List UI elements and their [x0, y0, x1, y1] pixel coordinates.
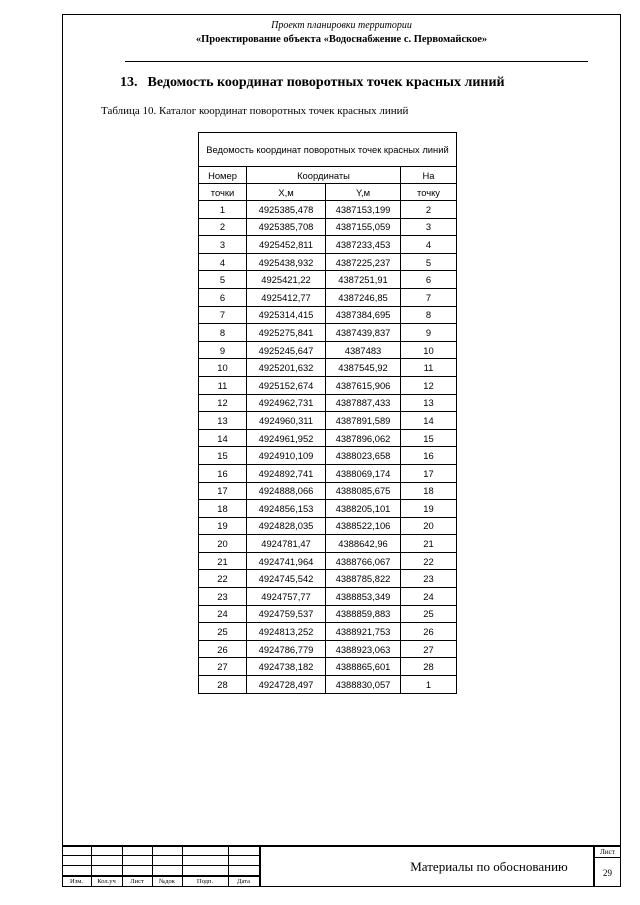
to-point: 17: [401, 464, 457, 482]
header-x: X,м: [247, 184, 326, 201]
table-row: [199, 623, 457, 641]
header-to-point-2: точку: [401, 184, 457, 201]
coord-y: 4388859,883: [326, 605, 401, 623]
table-row: [199, 447, 457, 465]
to-point: 7: [401, 288, 457, 306]
to-point: 10: [401, 341, 457, 359]
table-row: [199, 640, 457, 658]
point-number: 23: [199, 588, 247, 606]
coord-y: 4387155,059: [326, 218, 401, 236]
table-row: [199, 359, 457, 377]
coord-y: 4387439,837: [326, 324, 401, 342]
table-row: [199, 500, 457, 518]
coord-x: 4924741,964: [247, 552, 326, 570]
coord-x: 4924856,153: [247, 500, 326, 518]
to-point: 20: [401, 517, 457, 535]
section-title-text: Ведомость координат поворотных точек красных линий: [147, 75, 505, 90]
coord-x: 4924828,035: [247, 517, 326, 535]
point-number: 18: [199, 500, 247, 518]
point-number: 2: [199, 218, 247, 236]
coordinates-table: [198, 132, 457, 694]
to-point: 1: [401, 676, 457, 694]
project-line: Проект планировки территории: [271, 20, 412, 31]
point-number: 3: [199, 236, 247, 254]
coord-x: 4925275,841: [247, 324, 326, 342]
table-header-row: [199, 167, 457, 184]
col-podp: Подп.: [196, 878, 214, 885]
col-kol-uch: Кол.уч: [97, 878, 116, 885]
coord-y: 4387887,433: [326, 394, 401, 412]
table-row: [199, 253, 457, 271]
to-point: 18: [401, 482, 457, 500]
coord-y: 4388205,101: [326, 500, 401, 518]
table-row: [199, 588, 457, 606]
table-row: [199, 412, 457, 430]
coord-y: 4387896,062: [326, 429, 401, 447]
col-ndok: №док: [159, 878, 175, 885]
coord-y: 4388085,675: [326, 482, 401, 500]
point-number: 14: [199, 429, 247, 447]
table-row: [199, 570, 457, 588]
document-name: Материалы по обоснованию: [410, 859, 568, 874]
coord-x: 4925412,77: [247, 288, 326, 306]
to-point: 28: [401, 658, 457, 676]
point-number: 25: [199, 623, 247, 641]
coord-x: 4925314,415: [247, 306, 326, 324]
point-number: 11: [199, 376, 247, 394]
sheet-label: Лист: [600, 848, 615, 856]
to-point: 5: [401, 253, 457, 271]
table-subheader-row: [199, 184, 457, 201]
point-number: 1: [199, 201, 247, 219]
object-line: «Проектирование объекта «Водоснабжение с. Первомайское»: [195, 34, 488, 45]
to-point: 22: [401, 552, 457, 570]
coord-x: 4924757,77: [247, 588, 326, 606]
to-point: 13: [401, 394, 457, 412]
coord-y: 4387483: [326, 341, 401, 359]
point-number: 22: [199, 570, 247, 588]
table-row: [199, 306, 457, 324]
coord-x: 4925452,811: [247, 236, 326, 254]
coord-y: 4388785,822: [326, 570, 401, 588]
coord-y: 4388642,96: [326, 535, 401, 553]
header-to-point: На: [401, 167, 457, 184]
to-point: 12: [401, 376, 457, 394]
coord-y: 4388921,753: [326, 623, 401, 641]
coord-y: 4388865,601: [326, 658, 401, 676]
point-number: 4: [199, 253, 247, 271]
table-title-row: [199, 133, 457, 167]
to-point: 24: [401, 588, 457, 606]
header-rule: [125, 61, 588, 62]
coord-x: 4924910,109: [247, 447, 326, 465]
point-number: 12: [199, 394, 247, 412]
col-izm: Изм.: [70, 878, 83, 885]
header-coordinates: Координаты: [247, 167, 401, 184]
header-number: Номер: [199, 167, 247, 184]
coord-y: 4387233,453: [326, 236, 401, 254]
coord-y: 4388830,057: [326, 676, 401, 694]
to-point: 8: [401, 306, 457, 324]
to-point: 11: [401, 359, 457, 377]
to-point: 6: [401, 271, 457, 289]
to-point: 16: [401, 447, 457, 465]
point-number: 9: [199, 341, 247, 359]
coord-x: 4924786,779: [247, 640, 326, 658]
to-point: 3: [401, 218, 457, 236]
coord-x: 4925245,647: [247, 341, 326, 359]
point-number: 16: [199, 464, 247, 482]
point-number: 7: [199, 306, 247, 324]
to-point: 15: [401, 429, 457, 447]
point-number: 8: [199, 324, 247, 342]
point-number: 6: [199, 288, 247, 306]
col-data: Дата: [237, 878, 250, 885]
coord-x: 4924738,182: [247, 658, 326, 676]
sheet-number: 29: [603, 868, 612, 878]
to-point: 25: [401, 605, 457, 623]
table-title: Ведомость координат поворотных точек красных линий: [199, 133, 457, 167]
table-row: [199, 341, 457, 359]
point-number: 24: [199, 605, 247, 623]
coord-x: 4925438,932: [247, 253, 326, 271]
table-row: [199, 517, 457, 535]
to-point: 2: [401, 201, 457, 219]
table-row: [199, 658, 457, 676]
table-row: [199, 394, 457, 412]
point-number: 27: [199, 658, 247, 676]
table-row: [199, 288, 457, 306]
point-number: 28: [199, 676, 247, 694]
coord-x: 4924781,47: [247, 535, 326, 553]
table-row: [199, 324, 457, 342]
coord-x: 4924759,537: [247, 605, 326, 623]
coord-x: 4924962,731: [247, 394, 326, 412]
coord-x: 4924745,542: [247, 570, 326, 588]
table-row: [199, 464, 457, 482]
coord-x: 4925421,22: [247, 271, 326, 289]
point-number: 21: [199, 552, 247, 570]
point-number: 17: [199, 482, 247, 500]
coord-x: 4925385,478: [247, 201, 326, 219]
title-block: [62, 845, 621, 887]
to-point: 21: [401, 535, 457, 553]
table-row: [199, 605, 457, 623]
coord-y: 4388069,174: [326, 464, 401, 482]
coord-x: 4924960,311: [247, 412, 326, 430]
table-row: [199, 218, 457, 236]
coord-y: 4388766,067: [326, 552, 401, 570]
section-number: 13.: [120, 75, 138, 90]
point-number: 26: [199, 640, 247, 658]
coord-y: 4388853,349: [326, 588, 401, 606]
to-point: 27: [401, 640, 457, 658]
point-number: 10: [199, 359, 247, 377]
to-point: 14: [401, 412, 457, 430]
to-point: 23: [401, 570, 457, 588]
coord-x: 4924728,497: [247, 676, 326, 694]
point-number: 13: [199, 412, 247, 430]
point-number: 5: [199, 271, 247, 289]
coord-y: 4387891,589: [326, 412, 401, 430]
coord-y: 4387251,91: [326, 271, 401, 289]
table-row: [199, 429, 457, 447]
coord-x: 4924888,066: [247, 482, 326, 500]
table-row: [199, 482, 457, 500]
coord-y: 4387545,92: [326, 359, 401, 377]
to-point: 4: [401, 236, 457, 254]
table-row: [199, 676, 457, 694]
coord-y: 4387153,199: [326, 201, 401, 219]
coord-x: 4925385,708: [247, 218, 326, 236]
coord-x: 4924892,741: [247, 464, 326, 482]
coord-y: 4387246,85: [326, 288, 401, 306]
col-list: Лист: [130, 878, 144, 885]
coord-y: 4388522,106: [326, 517, 401, 535]
table-row: [199, 552, 457, 570]
coord-y: 4388023,658: [326, 447, 401, 465]
coord-y: 4387384,695: [326, 306, 401, 324]
table-row: [199, 271, 457, 289]
coord-y: 4387225,237: [326, 253, 401, 271]
header-y: Y,м: [326, 184, 401, 201]
coord-x: 4925201,632: [247, 359, 326, 377]
coord-x: 4924813,252: [247, 623, 326, 641]
coord-x: 4925152,674: [247, 376, 326, 394]
to-point: 26: [401, 623, 457, 641]
coord-y: 4388923,063: [326, 640, 401, 658]
to-point: 9: [401, 324, 457, 342]
coord-y: 4387615,906: [326, 376, 401, 394]
point-number: 15: [199, 447, 247, 465]
table-caption: Таблица 10. Каталог координат поворотных точек красных линий: [101, 105, 409, 117]
table-row: [199, 376, 457, 394]
header-number-2: точки: [199, 184, 247, 201]
point-number: 19: [199, 517, 247, 535]
table-row: [199, 535, 457, 553]
coord-x: 4924961,952: [247, 429, 326, 447]
table-row: [199, 201, 457, 219]
point-number: 20: [199, 535, 247, 553]
to-point: 19: [401, 500, 457, 518]
table-row: [199, 236, 457, 254]
section-title: [120, 75, 505, 91]
